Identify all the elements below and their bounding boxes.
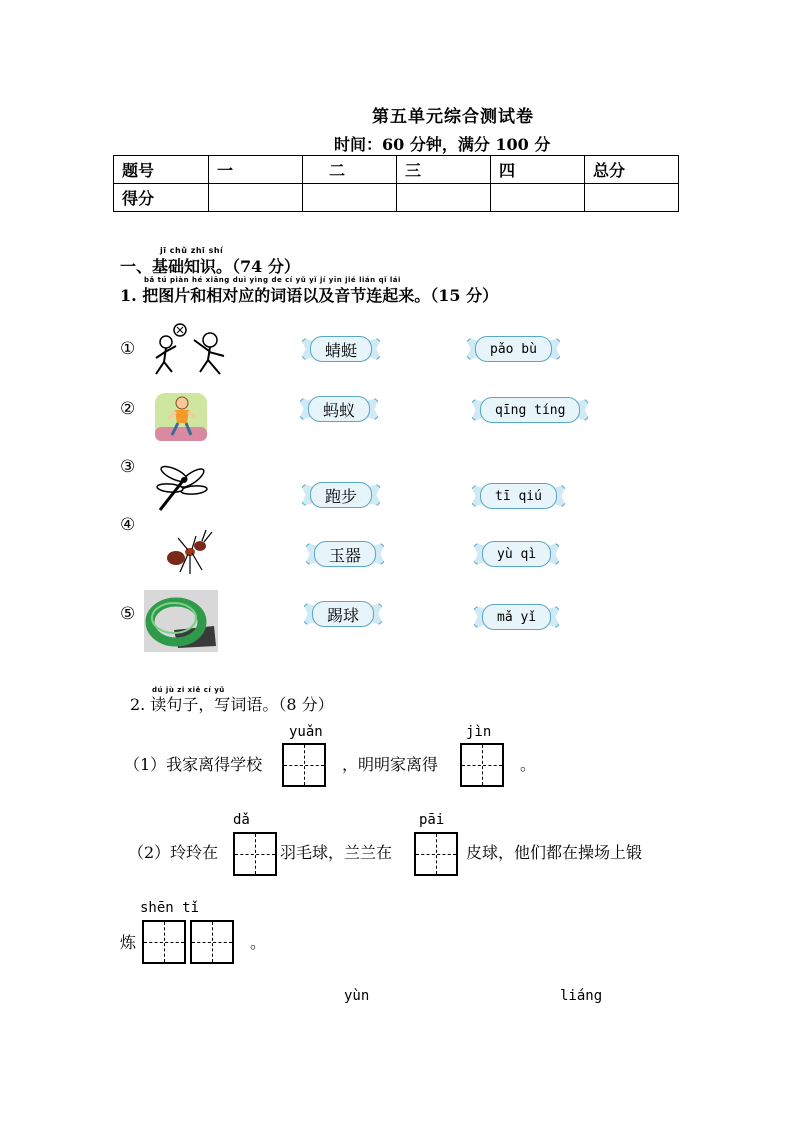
item-number: ① bbox=[120, 339, 136, 359]
word-card[interactable] bbox=[300, 336, 382, 362]
sentence-text: （1）我家离得学校 bbox=[124, 755, 263, 774]
sentence-text: 炼 bbox=[120, 933, 137, 952]
table-cell: 总分 bbox=[585, 156, 679, 184]
score-input-cell[interactable] bbox=[585, 184, 679, 212]
score-input-cell[interactable] bbox=[397, 184, 491, 212]
pinyin-card[interactable] bbox=[465, 336, 562, 362]
score-input-cell[interactable] bbox=[303, 184, 397, 212]
writing-grid[interactable] bbox=[190, 920, 234, 964]
pinyin-hint: yuǎn bbox=[289, 724, 323, 740]
pinyin-hint: dǎ bbox=[233, 812, 250, 828]
table-cell: 四 bbox=[491, 156, 585, 184]
kicking-ball-icon[interactable] bbox=[150, 322, 230, 378]
word-card[interactable] bbox=[300, 482, 382, 508]
word-card[interactable] bbox=[298, 396, 380, 422]
pinyin-hint: yùn bbox=[344, 988, 370, 1004]
writing-grid[interactable] bbox=[233, 832, 277, 876]
ant-icon[interactable] bbox=[160, 528, 216, 578]
writing-grid[interactable] bbox=[142, 920, 186, 964]
sentence-text: 。 bbox=[520, 755, 537, 774]
pinyin-hint: pāi bbox=[419, 812, 445, 828]
running-child-icon[interactable] bbox=[155, 393, 207, 441]
jade-bracelet-icon[interactable] bbox=[144, 590, 218, 652]
sentence-text: 。 bbox=[250, 933, 267, 952]
pinyin-hint: liáng bbox=[560, 988, 603, 1004]
table-row bbox=[114, 184, 679, 212]
q2-ruby: dú jù zi xiě cí yǔ bbox=[152, 686, 225, 694]
pinyin-label: yù qì bbox=[482, 541, 551, 567]
table-cell: 二 bbox=[303, 156, 397, 184]
writing-grid[interactable] bbox=[414, 832, 458, 876]
table-cell: 一 bbox=[209, 156, 303, 184]
pinyin-card[interactable] bbox=[470, 483, 567, 509]
page-subtitle: 时间：60 分钟，满分 100 分 bbox=[334, 135, 551, 154]
item-number: ③ bbox=[120, 457, 136, 477]
word-label: 蜻蜓 bbox=[310, 336, 372, 362]
writing-grid[interactable] bbox=[460, 743, 504, 787]
pinyin-label: pǎo bù bbox=[475, 336, 552, 362]
item-number: ④ bbox=[120, 515, 136, 535]
pinyin-label: qīng tíng bbox=[480, 397, 580, 423]
table-cell: 题号 bbox=[114, 156, 209, 184]
score-input-cell[interactable] bbox=[491, 184, 585, 212]
sentence-text: ，明明家离得 bbox=[342, 755, 439, 774]
pinyin-label: tī qiú bbox=[480, 483, 557, 509]
q1-ruby: bǎ tú piàn hé xiāng duì yìng de cí yǔ yǐ jí yīn jié lián qǐ lái bbox=[144, 276, 401, 284]
section1-ruby: jī chǔ zhī shí bbox=[160, 246, 224, 255]
table-cell: 得分 bbox=[114, 184, 209, 212]
score-input-cell[interactable] bbox=[209, 184, 303, 212]
section1-title: 一、基础知识。（74 分） bbox=[120, 257, 300, 276]
sentence-text: 羽毛球，兰兰在 bbox=[280, 843, 393, 862]
q2-title: 2. 读句子，写词语。（8 分） bbox=[130, 695, 334, 714]
pinyin-card[interactable] bbox=[472, 604, 561, 630]
score-table bbox=[113, 155, 679, 212]
pinyin-hint: shēn tǐ bbox=[140, 900, 200, 916]
word-label: 蚂蚁 bbox=[308, 396, 370, 422]
word-label: 跑步 bbox=[310, 482, 372, 508]
word-label: 玉器 bbox=[314, 541, 376, 567]
sentence-text: 皮球，他们都在操场上锻 bbox=[466, 843, 643, 862]
word-card[interactable] bbox=[304, 541, 386, 567]
word-card[interactable] bbox=[302, 601, 384, 627]
pinyin-card[interactable] bbox=[470, 397, 590, 423]
pinyin-hint: jìn bbox=[466, 724, 492, 740]
dragonfly-icon[interactable] bbox=[152, 462, 210, 514]
item-number: ⑤ bbox=[120, 604, 136, 624]
table-row bbox=[114, 156, 679, 184]
page-title: 第五单元综合测试卷 bbox=[372, 107, 534, 127]
writing-grid[interactable] bbox=[282, 743, 326, 787]
sentence-text: （2）玲玲在 bbox=[128, 843, 219, 862]
pinyin-label: mǎ yǐ bbox=[482, 604, 551, 630]
word-label: 踢球 bbox=[312, 601, 374, 627]
pinyin-card[interactable] bbox=[472, 541, 561, 567]
q1-title: 1. 把图片和相对应的词语以及音节连起来。（15 分） bbox=[120, 286, 499, 305]
item-number: ② bbox=[120, 399, 136, 419]
table-cell: 三 bbox=[397, 156, 491, 184]
